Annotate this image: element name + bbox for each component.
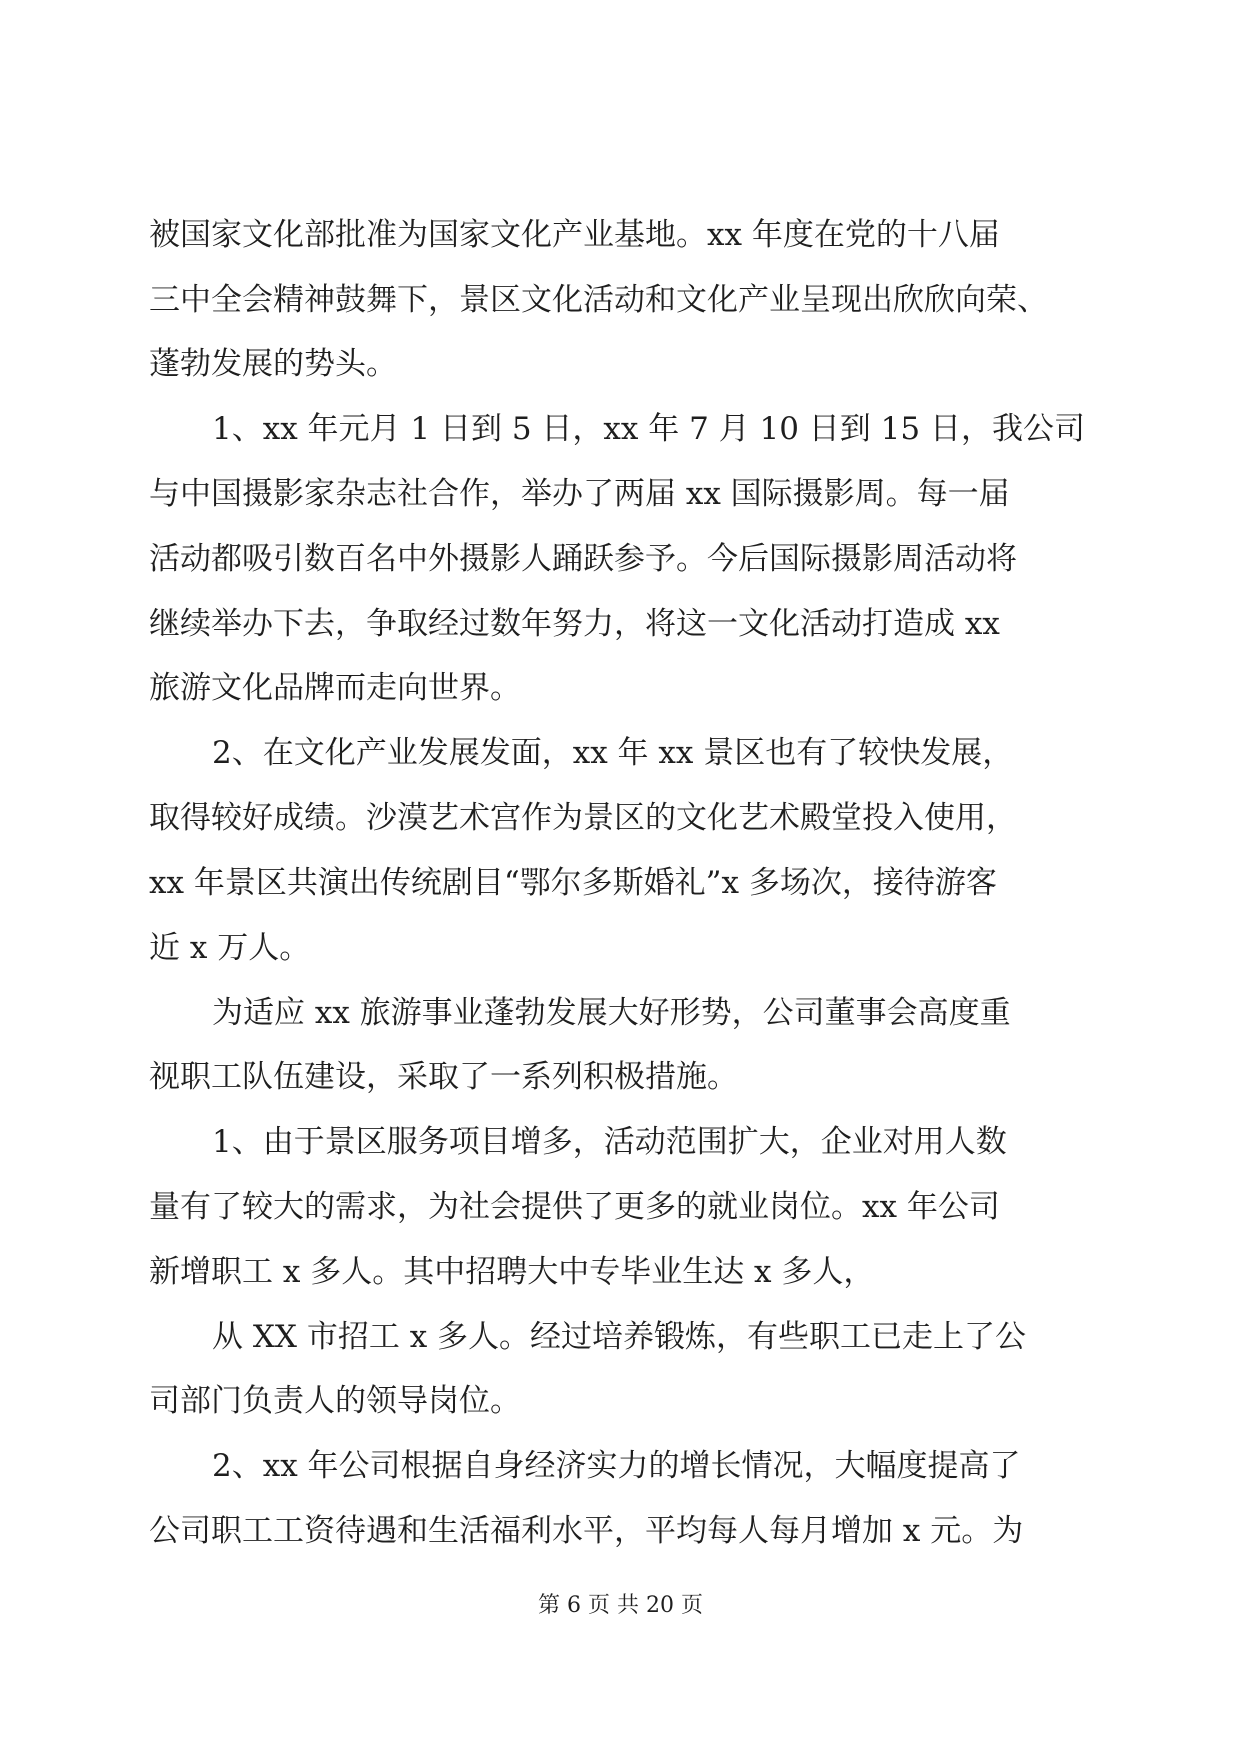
text-line: 1、xx 年元月 1 日到 5 日，xx 年 7 月 10 日到 15 日，我公司: [212, 411, 1085, 447]
text-line: 旅游文化品牌而走向世界。: [149, 670, 521, 706]
text-line: 1、由于景区服务项目增多，活动范围扩大，企业对用人数: [212, 1124, 1007, 1160]
text-line: 新增职工 x 多人。其中招聘大中专毕业生达 x 多人，: [149, 1254, 875, 1290]
text-line: 量有了较大的需求，为社会提供了更多的就业岗位。xx 年公司: [149, 1189, 1000, 1225]
text-line: 司部门负责人的领导岗位。: [149, 1383, 521, 1419]
text-line: 为适应 xx 旅游事业蓬勃发展大好形势，公司董事会高度重: [212, 995, 1011, 1031]
text-line: 从 XX 市招工 x 多人。经过培养锻炼，有些职工已走上了公: [212, 1319, 1027, 1355]
text-line: 三中全会精神鼓舞下，景区文化活动和文化产业呈现出欣欣向荣、: [149, 282, 1048, 318]
text-line: 蓬勃发展的势头。: [149, 346, 397, 382]
text-line: 近 x 万人。: [149, 930, 311, 966]
page-number-footer: 第 6 页 共 20 页: [538, 1593, 703, 1618]
text-line: 与中国摄影家杂志社合作，举办了两届 xx 国际摄影周。每一届: [149, 476, 1010, 512]
text-line: 取得较好成绩。沙漠艺术宫作为景区的文化艺术殿堂投入使用，: [149, 800, 1017, 836]
text-line: 活动都吸引数百名中外摄影人踊跃参予。今后国际摄影周活动将: [149, 541, 1017, 577]
text-line: 继续举办下去，争取经过数年努力，将这一文化活动打造成 xx: [149, 606, 1000, 642]
text-line: 2、在文化产业发展发面，xx 年 xx 景区也有了较快发展，: [212, 735, 1014, 771]
text-line: 公司职工工资待遇和生活福利水平，平均每人每月增加 x 元。为: [149, 1513, 1024, 1549]
text-line: xx 年景区共演出传统剧目“鄂尔多斯婚礼”x 多场次，接待游客: [149, 865, 997, 901]
text-line: 被国家文化部批准为国家文化产业基地。xx 年度在党的十八届: [149, 217, 1000, 253]
text-line: 2、xx 年公司根据自身经济实力的增长情况，大幅度提高了: [212, 1448, 1021, 1484]
text-line: 视职工队伍建设，采取了一系列积极措施。: [149, 1059, 738, 1095]
